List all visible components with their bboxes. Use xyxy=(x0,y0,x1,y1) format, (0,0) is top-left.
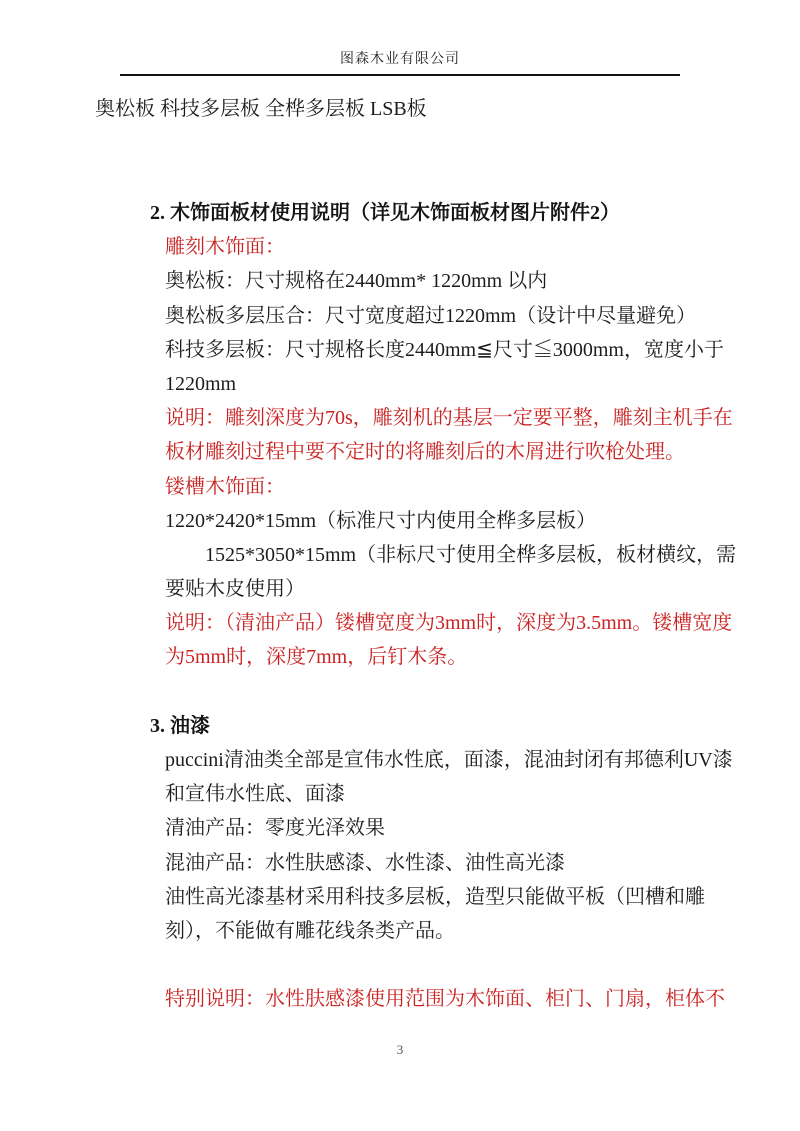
doc-line: 要贴木皮使用） xyxy=(165,578,305,601)
section-heading-3: 3. 油漆 xyxy=(150,714,210,737)
doc-line: 说明：（清油产品）镂槽宽度为3mm时，深度为3.5mm。镂槽宽度 xyxy=(165,612,733,635)
doc-line: 混油产品：水性肤感漆、水性漆、油性高光漆 xyxy=(165,851,565,874)
doc-line: 为5mm时，深度7mm，后钉木条。 xyxy=(165,646,468,669)
doc-line: 雕刻木饰面： xyxy=(165,236,285,259)
doc-line: 特别说明：水性肤感漆使用范围为木饰面、柜门、门扇，柜体不 xyxy=(165,988,725,1011)
doc-line: 清油产品：零度光泽效果 xyxy=(165,817,385,840)
intro-line: 奥松板 科技多层板 全桦多层板 LSB板 xyxy=(95,98,427,120)
page-number: 3 xyxy=(396,1042,404,1057)
doc-line: 板材雕刻过程中要不定时的将雕刻后的木屑进行吹枪处理。 xyxy=(165,441,685,464)
doc-line: 和宣伟水性底、面漆 xyxy=(165,783,345,806)
doc-line: 油性高光漆基材采用科技多层板，造型只能做平板（凹槽和雕 xyxy=(165,885,705,908)
doc-line: 1220*2420*15mm（标准尺寸内使用全桦多层板） xyxy=(165,509,597,532)
page-footer xyxy=(0,1042,800,1058)
company-name: 图森木业有限公司 xyxy=(340,52,460,67)
doc-line: 镂槽木饰面： xyxy=(165,475,285,498)
document-body xyxy=(150,196,737,1017)
page-header xyxy=(120,48,680,76)
blank-line xyxy=(150,675,730,709)
blank-line xyxy=(150,948,730,982)
doc-line: 奥松板多层压合：尺寸宽度超过1220mm（设计中尽量避免） xyxy=(165,304,697,327)
doc-line: 1220mm xyxy=(165,372,237,395)
section-heading-2: 2. 木饰面板材使用说明（详见木饰面板材图片附件2） xyxy=(150,202,620,224)
doc-line: 奥松板：尺寸规格在2440mm* 1220mm 以内 xyxy=(165,270,548,293)
doc-line: 刻），不能做有雕花线条类产品。 xyxy=(165,919,455,942)
doc-line: 科技多层板：尺寸规格长度2440mm≦尺寸≦3000mm，宽度小于 xyxy=(165,338,724,361)
doc-line: puccini清油类全部是宣伟水性底，面漆，混油封闭有邦德利UV漆 xyxy=(165,749,733,771)
doc-line: 说明：雕刻深度为70s，雕刻机的基层一定要平整，雕刻主机手在 xyxy=(165,407,733,430)
doc-line: 1525*3050*15mm（非标尺寸使用全桦多层板，板材横纹，需 xyxy=(205,543,737,566)
